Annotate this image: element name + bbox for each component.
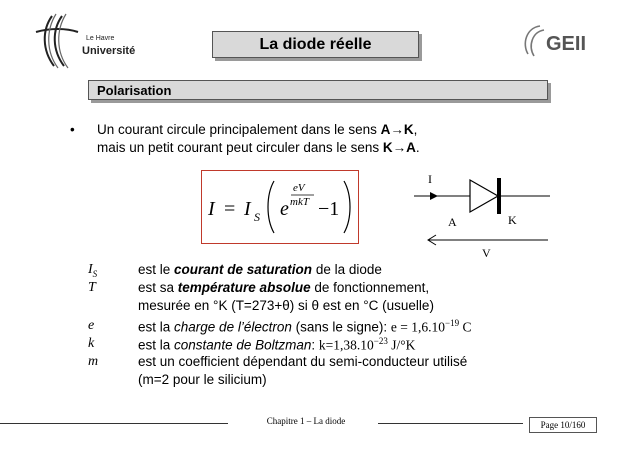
logo-geii-text: GEII [546, 33, 587, 55]
footer-rule-right [378, 423, 523, 424]
definition-IS: est le courant de saturation de la diode [138, 262, 382, 277]
definition-e: est la charge de l’électron (sans le signe): $e = 1,6.10^{-19}$ C [138, 318, 472, 335]
definition-m: est un coefficient dépendant du semi-conducteur utilisé [138, 354, 468, 369]
logo-main-text: Université [82, 45, 136, 57]
anode-label: A [448, 215, 457, 229]
formula-exp-den: mkT [290, 196, 309, 208]
logo-small-text: Le Havre [86, 35, 115, 42]
current-label: I [428, 172, 432, 186]
definition-T: est sa température absolue de fonctionnement, [138, 280, 430, 295]
current-arrow-icon [430, 192, 438, 200]
bullet-line-1-end: , [413, 122, 418, 137]
symbol-T: T [88, 280, 96, 295]
cathode-letter: K [382, 140, 393, 155]
diode-bar-icon [497, 178, 501, 214]
bullet-line-2-text: mais un petit courant peut circuler dans le sens [97, 140, 383, 155]
formula-IS: I [244, 198, 251, 220]
left-paren-icon [268, 181, 274, 233]
diode-equation [201, 170, 359, 244]
anode-letter: A [380, 122, 391, 137]
cathode-letter: K [403, 122, 414, 137]
voltage-label: V [482, 246, 491, 260]
footer-chapter: Chapitre 1 – La diode [266, 416, 346, 426]
section-header [88, 80, 548, 100]
footer-rule-left [0, 423, 228, 424]
bullet-icon: • [70, 122, 75, 137]
definition-k: est la constante de Boltzman: $k=1,38.10^{-23}$ J/°K [138, 336, 416, 353]
bullet-line-1 [97, 122, 417, 137]
formula-e: e [280, 198, 289, 220]
diode-triangle-icon [470, 180, 498, 212]
bullet-line-2-end: . [415, 140, 420, 155]
symbol-k: k [88, 336, 95, 351]
formula-exp-num: eV [293, 182, 305, 194]
bullet-line-1-text: Un courant circule principalement dans le sens [97, 122, 381, 137]
formula-I: I [208, 198, 215, 220]
slide-title [212, 31, 419, 58]
bullet-line-2 [97, 140, 420, 155]
university-logo [30, 10, 150, 72]
symbol-m: m [88, 354, 99, 369]
formula-equals: = [224, 198, 236, 220]
arrow-icon: → [392, 140, 407, 155]
symbol-e: e [88, 318, 95, 333]
right-paren-icon [344, 181, 350, 233]
arrow-icon: → [390, 122, 404, 137]
cathode-label: K [508, 213, 517, 227]
section-header-text: Polarisation [97, 83, 172, 98]
formula-minus-one: −1 [318, 198, 340, 220]
symbol-IS: $I_S$ [88, 262, 98, 279]
geii-logo [518, 18, 618, 64]
slide-title-text: La diode réelle [259, 35, 372, 53]
definition-T-line2: mesurée en °K (T=273+θ) si θ est en °C (usuelle) [138, 298, 434, 313]
definition-m-line2: (m=2 pour le silicium) [138, 372, 267, 387]
page-number: Page 10/160 [529, 417, 597, 433]
formula-IS-sub: S [254, 210, 260, 224]
diode-circuit [410, 168, 610, 263]
anode-letter: A [406, 140, 416, 155]
